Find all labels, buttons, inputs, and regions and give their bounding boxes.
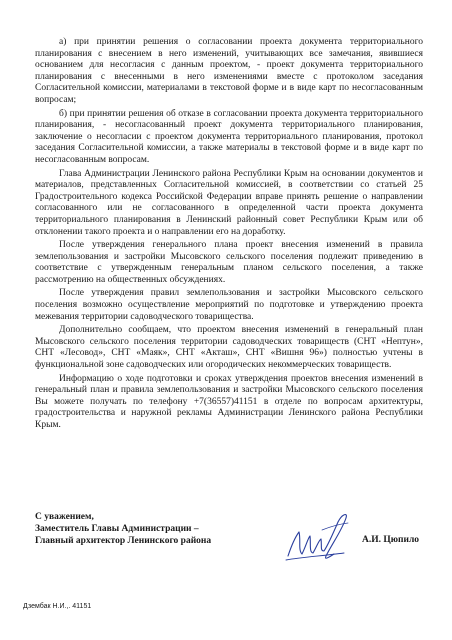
paragraph-snt-list: Дополнительно сообщаем, что проектом внесения изменений в генеральный план Мысовского сельского поселения территории садоводческих товариществ (СНТ «Нептун», СНТ «Лесовод», СНТ «Маяк», СНТ «Акташ», СНТ «Вишня 96») полностью учтены в функциональной зоне садоводческих или огородических некоммерческих товариществ. [35,325,423,371]
closing-greeting: С уважением, [35,512,94,522]
paragraph-land-use-rules: После утверждения правил землепользования и застройки Мысовского сельского поселения возможно осуществление мероприятий по подготовке и утверждению проекта межевания территории садоводческого товарищества. [35,288,423,322]
paragraph-general-plan: После утверждения генерального плана проект внесения изменений в правила землепользования и застройки Мысовского сельского поселения подлежит приведению в соответствие с утвержденным генеральным планом сельского поселения, а также рассмотрению на общественных обсуждениях. [35,240,423,285]
paragraph-head-decision: Глава Администрации Ленинского района Республики Крым на основании документов и материалов, представленных Согласительной комиссией, в соответствии со статьей 25 Градостроительного кодекса Российской Федерации вправе принять решение о направлении согласованного или не согласованного в определенной части проекта документа территориального планирования в Ленинский районный совет Республики Крым или об отклонении такого проекта и о направлении его на доработку. [35,168,423,237]
paragraph-contact-info: Информацию о ходе подготовки и сроках утверждения проектов внесения изменений в генеральный план и правила землепользования и застройки Мысовского сельского поселения Вы можете получать по телефону +7(36557)41151 в отделе по вопросам архитектуры, градостроительства и наружной рекламы Администрации Ленинского района Республики Крым. [35,373,423,430]
signer-name: А.И. Цюпило [362,535,420,545]
letter-body [35,37,423,434]
paragraph-b: б) при принятии решения об отказе в согласовании проекта документа территориального планирования, - несогласованный проект документа территориального планирования, заключение о несогласии с проектом документа территориального планирования, протокол заседания Согласительной комиссии, а также материалы в текстовой форме и в виде карт по несогласованным вопросам. [35,108,423,165]
closing-position: Заместитель Главы Администрации – [35,524,199,534]
handwritten-signature [282,510,352,568]
paragraph-a: а) при принятии решения о согласовании проекта документа территориального планирования с внесением в него изменений, учитывающих все замечания, явившиеся основанием для несогласия с данным проектом, - проект документа территориального планирования с внесенными в него изменениями вместе с протоколом заседания Согласительной комиссии, материалами в текстовой форме и в виде карт по несогласованным вопросам; [35,37,423,105]
closing-title: Главный архитектор Ленинского района [35,536,212,546]
closing-block [35,511,211,547]
executor-footer: Дзембак Н.И.,. 41151 [23,603,92,610]
